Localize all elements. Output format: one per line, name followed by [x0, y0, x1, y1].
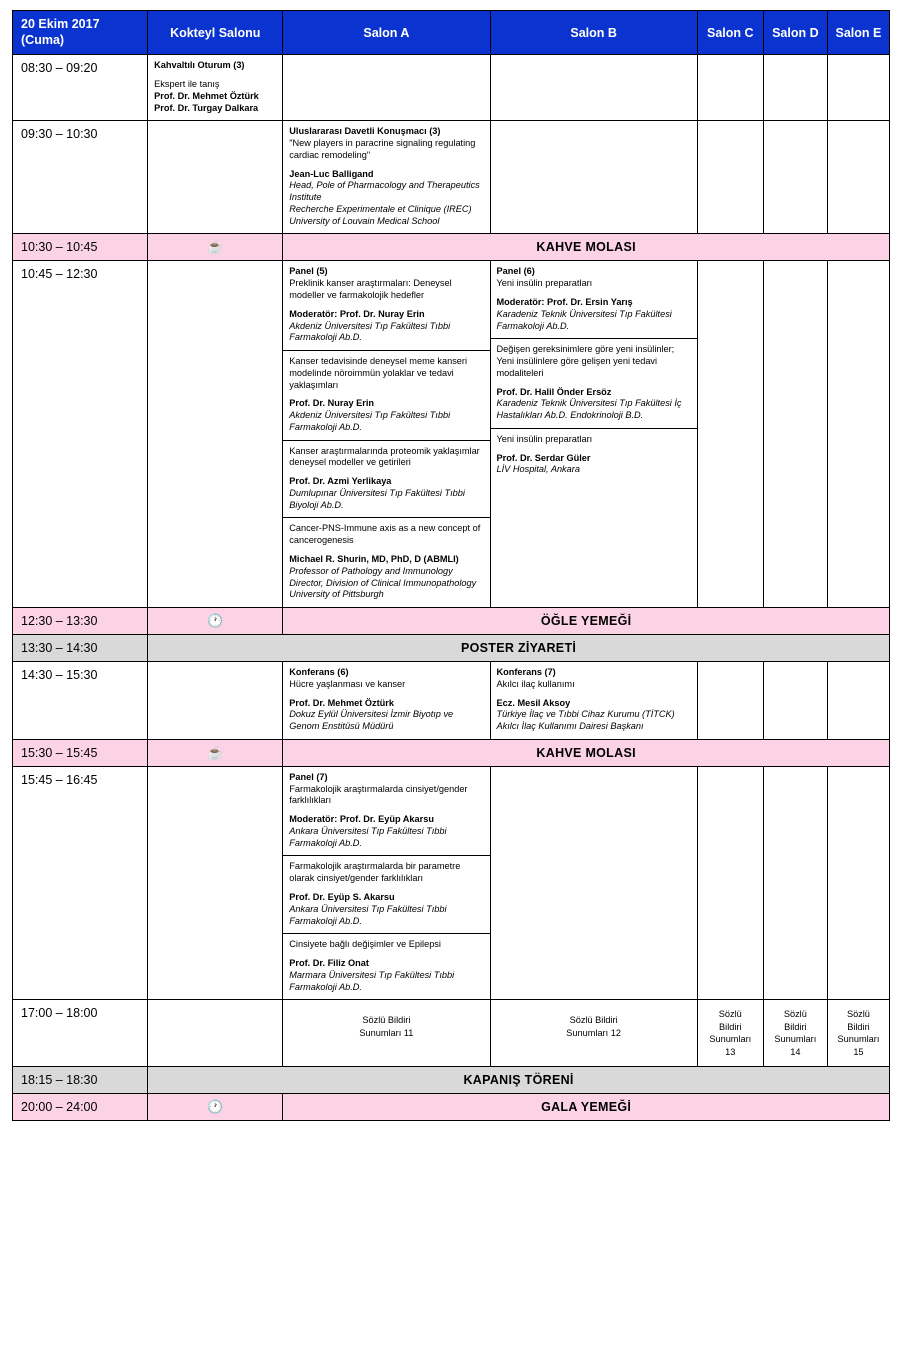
empty-salon-c: [697, 766, 763, 999]
row-1045: [13, 261, 890, 608]
empty-salon-c: [697, 261, 763, 608]
session-affiliation: Türkiye İlaç ve Tıbbi Cihaz Kurumu (TİTCK) Akılcı İlaç Kullanımı Dairesi Başkanı: [496, 709, 675, 732]
talk-topic: Kanser araştırmalarında proteomik yaklaşımlar deneysel modeller ve getirileri: [289, 445, 480, 468]
clock-icon: 🕐: [207, 1099, 224, 1115]
row-gala: [13, 1094, 890, 1121]
empty-salon-e: [827, 766, 889, 999]
session-title: Uluslararası Davetli Konuşmacı (3): [289, 126, 441, 137]
talk-affiliation: Professor of Pathology and Immunology Director, Division of Clinical Immunopathology University of Pittsburgh: [289, 565, 477, 600]
coffee-cup-icon: ☕: [207, 239, 224, 255]
session-title: Kahvaltılı Oturum (3): [154, 60, 245, 71]
time-1430: 14:30 – 15:30: [13, 662, 148, 740]
oral-line-1: Sözlü: [718, 1009, 742, 1020]
row-0930: [13, 121, 890, 234]
lunch-label: ÖĞLE YEMEĞİ: [283, 608, 890, 635]
row-1545: [13, 766, 890, 999]
talk-item: [491, 339, 697, 429]
oral-line-3: Sunumları: [709, 1034, 752, 1045]
oral-line-2: Sunumları 11: [359, 1027, 414, 1038]
talk-topic: Değişen gereksinimlere göre yeni insülinler; Yeni insülinlere göre gelişen yeni tedavi modaliteleri: [496, 344, 675, 378]
empty-kokteyl: [148, 261, 283, 608]
talk-speaker: Prof. Dr. Serdar Güler: [496, 452, 591, 463]
coffee-break-label-1: KAHVE MOLASI: [283, 234, 890, 261]
time-1045: 10:45 – 12:30: [13, 261, 148, 608]
session-speaker-1: Prof. Dr. Mehmet Öztürk: [154, 90, 259, 101]
talk-affiliation: Marmara Üniversitesi Tıp Fakültesi Tıbbi Farmakoloji Ab.D.: [289, 969, 455, 992]
session-topic: Yeni insülin preparatları: [496, 278, 593, 289]
header-col-salon-a: Salon A: [283, 11, 490, 55]
session-konferans-7: [490, 662, 697, 740]
empty-kokteyl: [148, 662, 283, 740]
session-panel-6: [490, 261, 697, 608]
time-poster: 13:30 – 14:30: [13, 635, 148, 662]
talk-topic: Cinsiyete bağlı değişimler ve Epilepsi: [289, 939, 441, 950]
empty-salon-d: [763, 55, 827, 121]
time-closing: 18:15 – 18:30: [13, 1067, 148, 1094]
session-panel-7: [283, 766, 490, 999]
empty-salon-d: [763, 261, 827, 608]
session-international-speaker: [283, 121, 490, 234]
oral-line-2: Sunumları 12: [566, 1027, 621, 1038]
row-1700: [13, 1000, 890, 1067]
talk-topic: Cancer-PNS-Immune axis as a new concept of cancerogenesis: [289, 523, 481, 546]
session-topic: Ekspert ile tanış: [154, 79, 220, 90]
session-topic: Hücre yaşlanması ve kanser: [289, 678, 406, 689]
empty-salon-c: [697, 662, 763, 740]
session-speaker: Ecz. Mesil Aksoy: [496, 697, 571, 708]
talk-item: [283, 351, 489, 441]
session-moderator: Moderatör: Prof. Dr. Ersin Yarış: [496, 296, 633, 307]
empty-salon-b: [490, 766, 697, 999]
header-col-salon-d: Salon D: [763, 11, 827, 55]
talk-speaker: Prof. Dr. Filiz Onat: [289, 958, 369, 969]
header-date-line2: (Cuma): [21, 32, 65, 47]
oral-presentations-11: [283, 1000, 490, 1067]
oral-line-2: Bildiri: [784, 1021, 807, 1032]
session-affiliation-3: University of Louvain Medical School: [289, 215, 440, 226]
empty-salon-a: [283, 55, 490, 121]
talk-topic: Kanser tedavisinde deneysel meme kanseri modelinde nöroimmün yolaklar ve tedavi yaklaşımları: [289, 356, 468, 390]
session-title: Panel (5): [289, 266, 328, 277]
header-col-kokteyl: Kokteyl Salonu: [148, 11, 283, 55]
time-coffee-2: 15:30 – 15:45: [13, 739, 148, 766]
poster-label: POSTER ZİYARETİ: [148, 635, 890, 662]
empty-salon-e: [827, 261, 889, 608]
oral-line-4: 13: [725, 1046, 736, 1057]
talk-affiliation: Akdeniz Üniversitesi Tıp Fakültesi Tıbbi Farmakoloji Ab.D.: [289, 410, 451, 432]
talk-item: [283, 441, 489, 519]
closing-label: KAPANIŞ TÖRENİ: [148, 1067, 890, 1094]
empty-salon-d: [763, 121, 827, 234]
oral-line-4: 14: [790, 1046, 801, 1057]
time-lunch: 12:30 – 13:30: [13, 608, 148, 635]
empty-salon-e: [827, 662, 889, 740]
header-col-salon-c: Salon C: [697, 11, 763, 55]
time-1545: 15:45 – 16:45: [13, 766, 148, 999]
empty-kokteyl: [148, 766, 283, 999]
table-header-row: [13, 11, 890, 55]
session-title: Panel (6): [496, 266, 535, 277]
talk-topic: Yeni insülin preparatları: [496, 433, 593, 444]
session-moderator-affiliation: Akdeniz Üniversitesi Tıp Fakültesi Tıbbi Farmakoloji Ab.D.: [289, 320, 451, 343]
session-speaker-2: Prof. Dr. Turgay Dalkara: [154, 102, 259, 113]
time-0930: 09:30 – 10:30: [13, 121, 148, 234]
talk-speaker: Michael R. Shurin, MD, PhD, D (ABMLI): [289, 553, 459, 564]
oral-presentations-15: [827, 1000, 889, 1067]
session-affiliation: Dokuz Eylül Üniversitesi İzmir Biyotıp ve Genom Enstitüsü Müdürü: [289, 709, 454, 732]
session-title: Konferans (7): [496, 667, 556, 678]
header-date-line1: 20 Ekim 2017: [21, 17, 100, 31]
session-speaker: Prof. Dr. Mehmet Öztürk: [289, 697, 394, 708]
talk-affiliation: Karadeniz Teknik Üniversitesi Tıp Fakültesi İç Hastalıkları Ab.D. Endokrinoloji B.D.: [496, 398, 682, 421]
session-moderator-affiliation: Karadeniz Teknik Üniversitesi Tıp Fakültesi Farmakoloji Ab.D.: [496, 308, 672, 331]
panel-head: [283, 261, 489, 351]
lunch-icon: [148, 608, 283, 635]
coffee-cup-icon: ☕: [207, 744, 224, 760]
time-1700: 17:00 – 18:00: [13, 1000, 148, 1067]
oral-presentations-12: [490, 1000, 697, 1067]
empty-salon-e: [827, 55, 889, 121]
oral-line-4: 15: [853, 1046, 864, 1057]
talk-item: [283, 934, 489, 999]
session-title: Konferans (6): [289, 667, 349, 678]
empty-salon-d: [763, 662, 827, 740]
oral-presentations-13: [697, 1000, 763, 1067]
row-coffee-break-2: [13, 739, 890, 766]
empty-kokteyl: [148, 121, 283, 234]
row-closing: [13, 1067, 890, 1094]
session-breakfast: [148, 55, 283, 121]
talk-speaker: Prof. Dr. Eyüp S. Akarsu: [289, 892, 395, 902]
session-moderator: Moderatör: Prof. Dr. Nuray Erin: [289, 308, 425, 319]
oral-line-3: Sunumları: [774, 1034, 817, 1045]
row-poster: [13, 635, 890, 662]
session-moderator-affiliation: Ankara Üniversitesi Tıp Fakültesi Tıbbi Farmakoloji Ab.D.: [289, 825, 447, 848]
coffee-icon: [148, 234, 283, 261]
empty-salon-e: [827, 121, 889, 234]
talk-speaker: Prof. Dr. Halil Önder Ersöz: [496, 386, 612, 397]
row-coffee-break-1: [13, 234, 890, 261]
row-lunch: [13, 608, 890, 635]
empty-kokteyl: [148, 1000, 283, 1067]
talk-topic: Farmakolojik araştırmalarda bir parametre olarak cinsiyet/gender farklılıkları: [289, 861, 461, 884]
oral-line-1: Sözlü: [783, 1009, 807, 1020]
talk-speaker: Prof. Dr. Azmi Yerlikaya: [289, 476, 392, 487]
time-coffee-1: 10:30 – 10:45: [13, 234, 148, 261]
talk-item: [491, 429, 697, 482]
talk-affiliation: LİV Hospital, Ankara: [496, 464, 580, 475]
oral-line-1: Sözlü Bildiri: [569, 1015, 618, 1026]
session-moderator: Moderatör: Prof. Dr. Eyüp Akarsu: [289, 814, 434, 825]
talk-speaker: Prof. Dr. Nuray Erin: [289, 398, 375, 409]
empty-salon-b: [490, 121, 697, 234]
empty-salon-c: [697, 121, 763, 234]
empty-salon-c: [697, 55, 763, 121]
oral-presentations-14: [763, 1000, 827, 1067]
gala-icon: [148, 1094, 283, 1121]
session-topic: Farmakolojik araştırmalarda cinsiyet/gender farklılıkları: [289, 783, 468, 806]
talk-affiliation: Ankara Üniversitesi Tıp Fakültesi Tıbbi Farmakoloji Ab.D.: [289, 903, 447, 926]
header-date: [13, 11, 148, 55]
panel-head: [491, 261, 697, 339]
session-affiliation-1: Head, Pole of Pharmacology and Therapeutics Institute: [289, 180, 480, 203]
oral-line-3: Sunumları: [837, 1034, 880, 1045]
time-gala: 20:00 – 24:00: [13, 1094, 148, 1121]
oral-line-2: Bildiri: [847, 1021, 870, 1032]
panel-head: [283, 767, 489, 857]
session-affiliation-2: Recherche Experimentale et Clinique (IREC): [289, 203, 472, 214]
oral-line-1: Sözlü Bildiri: [362, 1015, 411, 1026]
header-col-salon-b: Salon B: [490, 11, 697, 55]
clock-icon: 🕐: [207, 613, 224, 629]
talk-item: [283, 518, 489, 607]
gala-label: GALA YEMEĞİ: [283, 1094, 890, 1121]
session-topic: Preklinik kanser araştırmaları: Deneysel modeller ve farmakolojik hedefler: [289, 278, 452, 300]
time-0830: 08:30 – 09:20: [13, 55, 148, 121]
row-1430: [13, 662, 890, 740]
session-title: Panel (7): [289, 771, 328, 782]
session-topic: "New players in paracrine signaling regulating cardiac remodeling": [289, 138, 476, 160]
schedule-table: [12, 10, 890, 1121]
session-panel-5: [283, 261, 490, 608]
empty-salon-d: [763, 766, 827, 999]
session-topic: Akılcı ilaç kullanımı: [496, 678, 575, 689]
session-speaker: Jean-Luc Balligand: [289, 168, 374, 179]
row-0830: [13, 55, 890, 121]
talk-affiliation: Dumlupınar Üniversitesi Tıp Fakültesi Tıbbi Biyoloji Ab.D.: [289, 487, 465, 510]
session-konferans-6: [283, 662, 490, 740]
oral-line-2: Bildiri: [719, 1021, 742, 1032]
coffee-break-label-2: KAHVE MOLASI: [283, 739, 890, 766]
header-col-salon-e: Salon E: [827, 11, 889, 55]
oral-line-1: Sözlü: [846, 1009, 870, 1020]
empty-salon-b: [490, 55, 697, 121]
coffee-icon: [148, 739, 283, 766]
talk-item: [283, 856, 489, 934]
